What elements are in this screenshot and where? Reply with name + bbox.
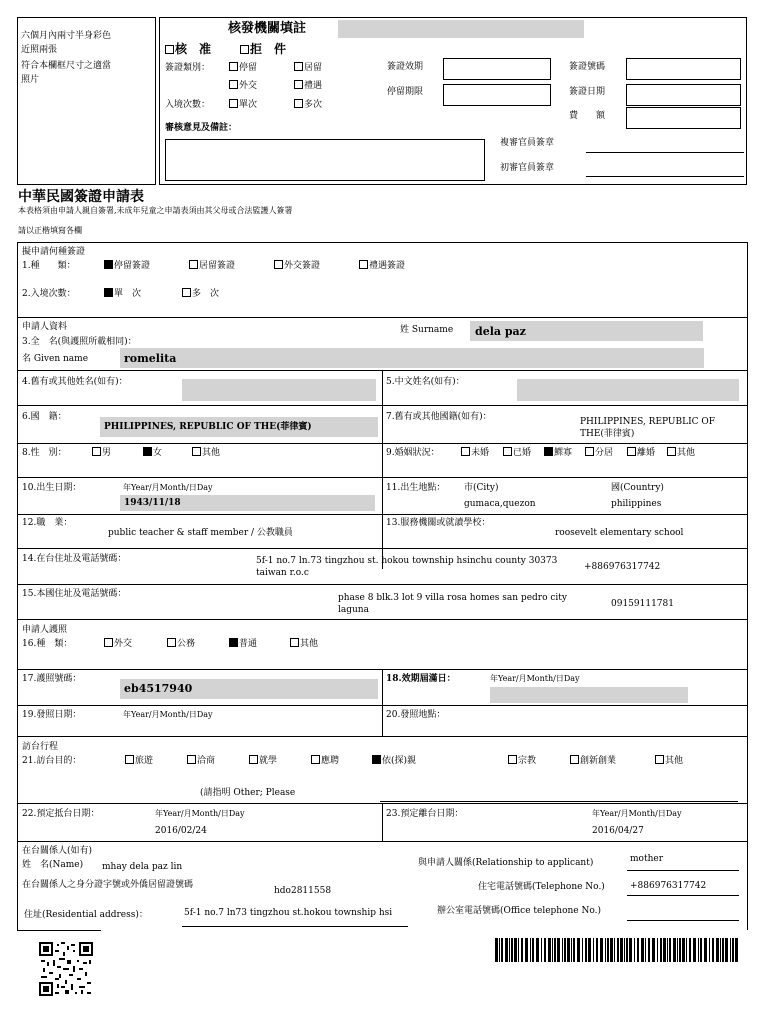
entry-single[interactable]: 單 次 xyxy=(104,288,141,300)
barcode-bar xyxy=(600,938,603,962)
barcode-bar xyxy=(679,938,681,962)
given-name-field[interactable] xyxy=(120,348,704,368)
marital-divorced[interactable]: 離婚 xyxy=(627,447,655,459)
taiwan-address-value-2: taiwan r.o.c xyxy=(256,568,309,578)
reject-checkbox[interactable] xyxy=(240,45,249,54)
initial-reviewer-line xyxy=(586,176,744,177)
reviewer-line xyxy=(586,152,744,153)
checked-checkbox xyxy=(104,260,113,269)
entry-count-label: 入境次數： xyxy=(165,100,211,110)
row-divider xyxy=(17,242,748,243)
telephone-value: +886976317742 xyxy=(630,881,707,891)
home-phone-value: 09159111781 xyxy=(611,599,674,609)
checked-checkbox xyxy=(143,447,152,456)
visa-date-field[interactable] xyxy=(626,84,741,106)
purpose-startup[interactable]: 創新創業 xyxy=(570,755,616,767)
barcode-bar xyxy=(554,938,556,962)
barcode-bar xyxy=(693,938,696,962)
barcode-bar xyxy=(720,938,721,962)
barcode-bar xyxy=(544,938,546,962)
purpose-study[interactable]: 就學 xyxy=(249,755,277,767)
employer-label: 13.服務機關或就讀學校： xyxy=(386,518,491,528)
contact-heading: 在台關係人(如有) xyxy=(22,846,93,856)
barcode-bar xyxy=(645,938,646,962)
home-address-value-2: laguna xyxy=(338,605,369,615)
former-nationality-value-1: PHILIPPINES, REPUBLIC OF xyxy=(580,417,716,427)
barcode-bar xyxy=(532,938,534,962)
barcode-bar xyxy=(582,938,583,962)
office-entry-multiple[interactable]: 多次 xyxy=(294,99,322,111)
relationship-line[interactable] xyxy=(627,870,739,871)
form-title: 中華民國簽證申請表 xyxy=(18,189,144,205)
nationality-label: 6.國 籍： xyxy=(22,412,67,422)
purpose-religion[interactable]: 宗教 xyxy=(508,755,536,767)
purpose-label: 21.訪台目的： xyxy=(22,756,82,766)
barcode-bar xyxy=(722,938,724,962)
barcode-bar xyxy=(700,938,702,962)
validity-field[interactable] xyxy=(443,58,551,80)
barcode-bar xyxy=(596,938,598,962)
checked-checkbox xyxy=(372,755,381,764)
photo-note-line2: 近照兩張 xyxy=(21,45,58,55)
fee-field[interactable] xyxy=(626,107,741,129)
visa-number-label: 簽證號碼 xyxy=(569,62,606,72)
barcode-bar xyxy=(629,938,632,962)
residential-address-label: 住址(Residential address)： xyxy=(24,910,148,920)
former-nationality-label: 7.舊有或其他國籍(如有)： xyxy=(386,412,492,422)
office-type-stay[interactable]: 停留 xyxy=(229,62,257,74)
barcode-bar xyxy=(562,938,563,962)
purpose-employment[interactable]: 應聘 xyxy=(311,755,339,767)
visa-kind-residence[interactable]: 居留簽證 xyxy=(189,260,235,272)
photo-note-line4: 照片 xyxy=(21,75,40,85)
passport-kind-official[interactable]: 公務 xyxy=(167,638,195,650)
barcode-bar xyxy=(501,938,503,962)
pob-city-label: 市(City) xyxy=(464,483,499,493)
barcode-bar xyxy=(573,938,575,962)
row-divider xyxy=(17,619,748,620)
arrival-label: 22.預定抵台日期： xyxy=(22,809,100,819)
form-right-border xyxy=(747,242,748,930)
barcode-bar xyxy=(698,938,699,962)
former-nationality-value-2: THE(菲律賓) xyxy=(580,429,635,439)
barcode-bar xyxy=(514,938,517,962)
initial-reviewer-label: 初審官員簽章 xyxy=(500,163,555,173)
passport-kind-label: 16.種 類： xyxy=(22,639,73,649)
checked-checkbox xyxy=(104,288,113,297)
barcode-bar xyxy=(567,938,570,962)
contact-name-value: mhay dela paz lin xyxy=(102,862,183,872)
barcode-bar xyxy=(663,938,666,962)
purpose-specify-line[interactable] xyxy=(380,801,738,802)
dob-label: 10.出生日期： xyxy=(22,483,82,493)
marital-widowed[interactable]: 鰥寡 xyxy=(544,447,572,459)
visa-type-label: 簽證類別： xyxy=(165,63,211,73)
passport-expiry-field[interactable] xyxy=(490,687,688,703)
checked-checkbox xyxy=(544,447,553,456)
barcode-bar xyxy=(626,938,628,962)
barcode-bar xyxy=(593,938,594,962)
barcode-bar xyxy=(673,938,676,962)
reject-option[interactable]: 拒 件 xyxy=(240,42,286,56)
marital-separated[interactable]: 分居 xyxy=(585,447,613,459)
visa-section-heading: 擬申請何種簽證 xyxy=(22,247,86,257)
barcode-bar xyxy=(620,938,623,962)
passport-kind-diplomatic[interactable]: 外交 xyxy=(104,638,132,650)
barcode-bar xyxy=(614,938,615,962)
given-name-label: 名 Given name xyxy=(22,354,89,364)
barcode-bar xyxy=(536,938,539,962)
reviewer-label: 複審官員簽章 xyxy=(500,138,555,148)
telephone-line[interactable] xyxy=(627,895,739,896)
telephone-label: 住宅電話號碼(Telephone No.) xyxy=(478,882,605,892)
employer-value: roosevelt elementary school xyxy=(555,528,684,538)
visa-number-field[interactable] xyxy=(626,58,741,80)
barcode-bar xyxy=(557,938,560,962)
surname-label: 姓 Surname xyxy=(400,325,454,335)
approve-checkbox[interactable] xyxy=(165,45,174,54)
stay-limit-label: 停留期限 xyxy=(387,87,424,97)
barcode-bar xyxy=(689,938,691,962)
barcode-bar xyxy=(530,938,531,962)
barcode-bar xyxy=(686,938,687,962)
passport-kind-other[interactable]: 其他 xyxy=(290,638,318,650)
purpose-other[interactable]: 其他 xyxy=(655,755,683,767)
barcode-bar xyxy=(525,938,528,962)
contact-name-label: 姓 名(Name) xyxy=(22,860,84,870)
issue-date-format-hint: 年Year/月Month/日Day xyxy=(123,710,213,719)
visa-kind-diplomatic[interactable]: 外交簽證 xyxy=(274,260,320,272)
passport-number-value: eb4517940 xyxy=(124,682,193,695)
column-divider xyxy=(382,370,383,569)
chinese-name-label: 5.中文姓名(如有)： xyxy=(386,377,465,387)
full-name-label: 3.全 名(與護照所載相同)： xyxy=(22,337,137,347)
pob-country-value: philippines xyxy=(611,499,662,509)
barcode-bar xyxy=(509,938,510,962)
trip-heading: 訪台行程 xyxy=(22,742,59,752)
barcode-bar xyxy=(704,938,707,962)
validity-label: 簽證效期 xyxy=(387,62,424,72)
given-name-value: romelita xyxy=(124,352,177,365)
barcode-bar xyxy=(682,938,685,962)
arrival-format-hint: 年Year/月Month/日Day xyxy=(155,809,245,818)
office-type-courtesy[interactable]: 禮遇 xyxy=(294,80,322,92)
residential-address-line[interactable] xyxy=(182,926,408,927)
purpose-family-visit[interactable]: 依(探)親 xyxy=(372,755,416,767)
barcode-bar xyxy=(577,938,580,962)
expiry-format-hint: 年Year/月Month/日Day xyxy=(490,674,580,683)
barcode-bar xyxy=(541,938,542,962)
stay-limit-field[interactable] xyxy=(443,84,551,106)
passport-number-label: 17.護照號碼： xyxy=(22,674,82,684)
barcode-bar xyxy=(552,938,553,962)
passport-kind-ordinary[interactable]: 普通 xyxy=(229,638,257,650)
photo-note-line1: 六個月內兩寸半身彩色 xyxy=(21,31,112,41)
remarks-field[interactable] xyxy=(165,139,485,181)
barcode-bar xyxy=(641,938,644,962)
barcode-bar xyxy=(735,938,738,962)
barcode-bar xyxy=(667,938,668,962)
visa-kind-stay[interactable]: 停留簽證 xyxy=(104,260,150,272)
photo-note-line3: 符合本欄框尺寸之適當 xyxy=(21,61,112,71)
barcode-bar xyxy=(505,938,508,962)
taiwan-address-label: 14.在台住址及電話號碼： xyxy=(22,554,127,564)
gender-other[interactable]: 其他 xyxy=(192,447,220,459)
barcode-bar xyxy=(725,938,728,962)
gender-male[interactable]: 男 xyxy=(92,447,111,459)
marital-married[interactable]: 已婚 xyxy=(503,447,531,459)
barcode-bar xyxy=(571,938,572,962)
barcode-bar xyxy=(588,938,591,962)
barcode-bar xyxy=(637,938,639,962)
row-divider xyxy=(17,736,748,737)
barcode-bar xyxy=(624,938,625,962)
barcode-bar xyxy=(660,938,662,962)
pob-city-value: gumaca,quezon xyxy=(464,499,536,509)
gender-label: 8.性 別： xyxy=(22,448,67,458)
form-instruction: 請以正楷填寫各欄 xyxy=(18,226,82,235)
approve-option[interactable]: 核 准 xyxy=(165,42,211,56)
barcode-bar xyxy=(657,938,658,962)
applicant-heading: 申請人資料 xyxy=(22,322,68,332)
home-address-value-1: phase 8 blk.3 lot 9 villa rosa homes san pedro city xyxy=(338,593,567,603)
barcode-bar xyxy=(511,938,513,962)
photo-box xyxy=(17,17,156,185)
row-divider xyxy=(17,930,101,931)
office-phone-line[interactable] xyxy=(627,920,739,921)
passport-heading: 申請人護照 xyxy=(22,625,68,635)
purpose-specify-label: (請指明 Other; Please xyxy=(200,788,296,798)
departure-value: 2016/04/27 xyxy=(592,826,644,836)
barcode-bar xyxy=(712,938,714,962)
remarks-label: 審核意見及備註： xyxy=(165,123,238,133)
purpose-tourism[interactable]: 旅遊 xyxy=(125,755,153,767)
arrival-value: 2016/02/24 xyxy=(155,826,207,836)
dob-format-hint: 年Year/月Month/日Day xyxy=(123,483,213,492)
barcode-bar xyxy=(669,938,671,962)
office-entry-single[interactable]: 單次 xyxy=(229,99,257,111)
chinese-name-field[interactable] xyxy=(517,379,739,401)
entries-label: 2.入境次數： xyxy=(22,289,76,299)
visa-kind-courtesy[interactable]: 禮遇簽證 xyxy=(359,260,405,272)
former-name-field[interactable] xyxy=(182,379,376,401)
barcode-bar xyxy=(716,938,719,962)
barcode-bar xyxy=(730,938,731,962)
former-name-label: 4.舊有或其他姓名(如有)： xyxy=(22,377,128,387)
barcode-bar xyxy=(648,938,650,962)
barcode-bar xyxy=(617,938,619,962)
gender-female[interactable]: 女 xyxy=(143,447,162,459)
office-type-residence[interactable]: 居留 xyxy=(294,62,322,74)
visa-kind-label: 1.種 類： xyxy=(22,261,76,271)
barcode-bar xyxy=(495,938,498,962)
entry-multiple[interactable]: 多 次 xyxy=(182,288,219,300)
barcode-bar xyxy=(585,938,587,962)
form-left-border xyxy=(17,242,18,930)
column-divider xyxy=(382,803,383,841)
contact-id-value: hdo2811558 xyxy=(274,886,332,896)
column-divider xyxy=(382,669,383,736)
barcode-bar xyxy=(652,938,655,962)
office-title-field xyxy=(338,20,584,38)
barcode-bar xyxy=(610,938,613,962)
pob-label: 11.出生地點： xyxy=(386,483,446,493)
nationality-value: PHILIPPINES, REPUBLIC OF THE(菲律賓) xyxy=(104,422,312,432)
dob-value: 1943/11/18 xyxy=(124,498,181,508)
barcode-bar xyxy=(709,938,710,962)
residential-address-value: 5f-1 no.7 ln73 tingzhou st.hokou township hsi xyxy=(184,908,393,918)
taiwan-phone-value: +886976317742 xyxy=(584,562,661,572)
relationship-label: 與申請人關係(Relationship to applicant) xyxy=(418,858,594,868)
purpose-business[interactable]: 洽商 xyxy=(187,755,215,767)
barcode-bar xyxy=(605,938,606,962)
passport-expiry-label: 18.效期屆滿日： xyxy=(386,674,456,684)
surname-value: dela paz xyxy=(475,325,526,338)
occupation-value: public teacher & staff member / 公教職員 xyxy=(108,528,293,538)
fee-label: 費 額 xyxy=(569,111,606,121)
relationship-value: mother xyxy=(630,854,663,864)
row-divider xyxy=(17,584,748,585)
departure-label: 23.預定離台日期： xyxy=(386,809,464,819)
barcode-bar xyxy=(518,938,519,962)
checked-checkbox xyxy=(229,638,238,647)
barcode-bar xyxy=(564,938,566,962)
form-subtitle: 本表格須由申請人親自簽署,未成年兒童之申請表須由其父母或合法監護人簽署 xyxy=(18,206,293,215)
departure-format-hint: 年Year/月Month/日Day xyxy=(592,809,682,818)
barcode-bar xyxy=(677,938,678,962)
pob-country-label: 國(Country) xyxy=(611,483,664,493)
taiwan-address-value-1: 5f-1 no.7 ln.73 tingzhou st. hokou township hsinchu county 30373 xyxy=(256,556,558,566)
office-title: 核發機關填註 xyxy=(228,21,307,36)
occupation-label: 12.職 業： xyxy=(22,518,73,528)
home-address-label: 15.本國住址及電話號碼： xyxy=(22,589,127,599)
office-type-diplomatic[interactable]: 外交 xyxy=(229,80,257,92)
office-phone-label: 辦公室電話號碼(Office telephone No.) xyxy=(437,906,602,916)
issue-date-label: 19.發照日期： xyxy=(22,710,82,720)
row-divider xyxy=(17,317,748,318)
barcode-bar xyxy=(499,938,500,962)
barcode-bar xyxy=(521,938,523,962)
qr-code xyxy=(39,942,93,996)
barcode-bar xyxy=(732,938,734,962)
issue-place-label: 20.發照地點： xyxy=(386,710,446,720)
marital-label: 9.婚姻狀況： xyxy=(386,448,440,458)
barcode-bar xyxy=(548,938,551,962)
visa-date-label: 簽證日期 xyxy=(569,87,606,97)
contact-id-label: 在台關係人之身分證字號或外僑居留證號碼 xyxy=(22,880,194,890)
row-divider xyxy=(17,841,748,842)
marital-single[interactable]: 未婚 xyxy=(461,447,489,459)
marital-other[interactable]: 其他 xyxy=(667,447,695,459)
barcode-bar xyxy=(634,938,635,962)
barcode-bar xyxy=(607,938,609,962)
